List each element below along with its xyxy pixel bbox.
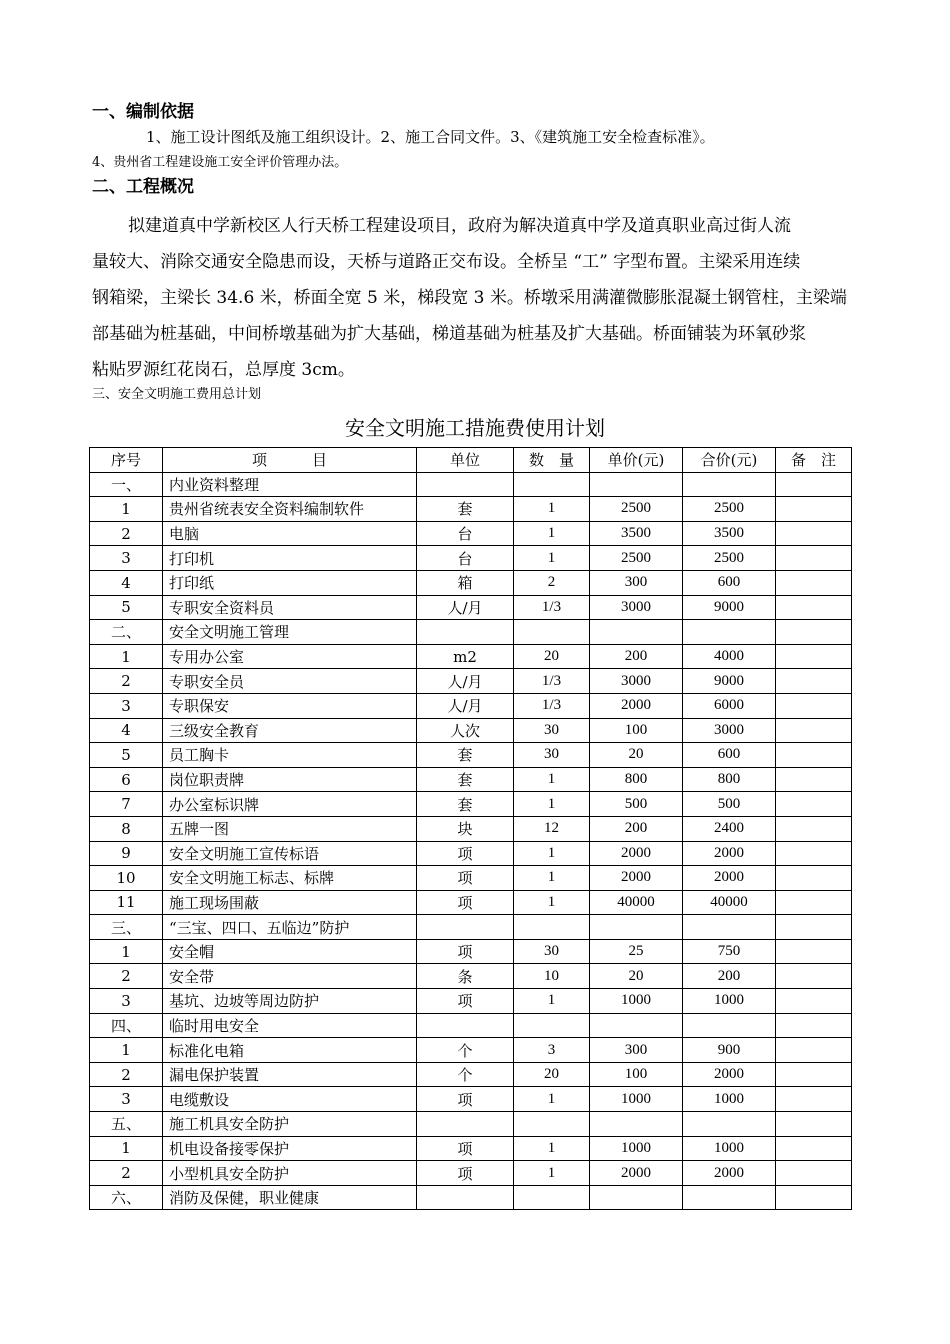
cell-note <box>776 1136 852 1161</box>
cell-unit: 项 <box>417 866 514 891</box>
basis-line-1: 1、施工设计图纸及施工组织设计。2、施工合同文件。3、《建筑施工安全检查标准》。 <box>146 128 715 146</box>
cell-no: 11 <box>90 890 163 915</box>
cell-unit: 项 <box>417 1087 514 1112</box>
cell-price: 40000 <box>590 890 683 915</box>
cell-no: 2 <box>90 521 163 546</box>
cell-note <box>776 693 852 718</box>
cell-unit: 套 <box>417 743 514 768</box>
cell-price: 1000 <box>590 989 683 1014</box>
cell-qty: 1 <box>514 521 590 546</box>
cell-price <box>590 915 683 940</box>
table-row <box>90 718 852 743</box>
section-heading-basis: 一、编制依据 <box>92 102 194 122</box>
cell-no: 3 <box>90 546 163 571</box>
cell-price: 100 <box>590 1062 683 1087</box>
cell-total: 2000 <box>683 866 776 891</box>
cell-item: 内业资料整理 <box>163 472 417 497</box>
cell-price <box>590 620 683 645</box>
cell-item: 打印机 <box>163 546 417 571</box>
cell-qty: 1 <box>514 792 590 817</box>
cell-total: 6000 <box>683 693 776 718</box>
cell-total: 500 <box>683 792 776 817</box>
cell-price: 3000 <box>590 595 683 620</box>
cell-note <box>776 718 852 743</box>
cell-unit: 人/月 <box>417 595 514 620</box>
cell-price: 2000 <box>590 841 683 866</box>
cell-unit: 人/月 <box>417 669 514 694</box>
header-unit: 单位 <box>417 448 514 473</box>
cell-no: 2 <box>90 1161 163 1186</box>
cell-no: 9 <box>90 841 163 866</box>
table-row <box>90 1136 852 1161</box>
cell-price: 1000 <box>590 1087 683 1112</box>
cell-item: 安全文明施工标志、标牌 <box>163 866 417 891</box>
cell-note <box>776 1185 852 1210</box>
overview-line-2: 量较大、消除交通安全隐患而设，天桥与道路正交布设。全桥呈 “工” 字型布置。主梁采用连续 <box>92 252 801 272</box>
table-title: 安全文明施工措施费使用计划 <box>345 416 605 440</box>
cell-total: 2000 <box>683 1062 776 1087</box>
cell-unit: 块 <box>417 816 514 841</box>
cell-no: 3 <box>90 693 163 718</box>
table-row <box>90 472 852 497</box>
overview-line-4: 部基础为桩基础，中间桥墩基础为扩大基础，梯道基础为桩基及扩大基础。桥面铺装为环氧砂浆 <box>92 324 806 344</box>
cell-item: 施工机具安全防护 <box>163 1112 417 1137</box>
cell-no: 4 <box>90 570 163 595</box>
cell-note <box>776 964 852 989</box>
cell-price: 3500 <box>590 521 683 546</box>
cell-qty: 1/3 <box>514 595 590 620</box>
cell-note <box>776 1112 852 1137</box>
cell-note <box>776 546 852 571</box>
cell-total: 2000 <box>683 841 776 866</box>
cell-no: 1 <box>90 1136 163 1161</box>
cell-unit: 项 <box>417 1161 514 1186</box>
cell-item: 安全带 <box>163 964 417 989</box>
cell-note <box>776 620 852 645</box>
cell-qty: 1 <box>514 497 590 522</box>
header-note: 备 注 <box>776 448 852 473</box>
cell-note <box>776 669 852 694</box>
cell-no: 2 <box>90 964 163 989</box>
cell-note <box>776 915 852 940</box>
cell-total: 800 <box>683 767 776 792</box>
cell-qty: 1 <box>514 546 590 571</box>
cell-unit: 项 <box>417 939 514 964</box>
cell-item: 临时用电安全 <box>163 1013 417 1038</box>
cell-unit: 项 <box>417 841 514 866</box>
cell-note <box>776 521 852 546</box>
cell-item: 贵州省统表安全资料编制软件 <box>163 497 417 522</box>
header-qty: 数 量 <box>514 448 590 473</box>
cell-unit <box>417 1185 514 1210</box>
cell-note <box>776 989 852 1014</box>
header-no: 序号 <box>90 448 163 473</box>
header-total: 合价(元) <box>683 448 776 473</box>
overview-line-5: 粘贴罗源红花岗石，总厚度 3cm。 <box>92 360 355 380</box>
cell-total: 2500 <box>683 497 776 522</box>
cell-no: 3 <box>90 1087 163 1112</box>
cost-plan-table <box>89 447 852 1210</box>
cell-unit: 人次 <box>417 718 514 743</box>
cell-price: 3000 <box>590 669 683 694</box>
cell-unit: 个 <box>417 1062 514 1087</box>
cell-qty: 30 <box>514 743 590 768</box>
cell-total: 2000 <box>683 1161 776 1186</box>
cell-total: 900 <box>683 1038 776 1063</box>
table-row <box>90 866 852 891</box>
cell-price: 20 <box>590 964 683 989</box>
table-row <box>90 890 852 915</box>
table-row <box>90 792 852 817</box>
cell-no: 三、 <box>90 915 163 940</box>
cell-total: 750 <box>683 939 776 964</box>
cell-qty: 12 <box>514 816 590 841</box>
cell-unit: 个 <box>417 1038 514 1063</box>
cell-item: 安全帽 <box>163 939 417 964</box>
cell-no: 2 <box>90 1062 163 1087</box>
cell-item: 标准化电箱 <box>163 1038 417 1063</box>
cell-qty: 20 <box>514 644 590 669</box>
cell-unit: m2 <box>417 644 514 669</box>
cell-no: 6 <box>90 767 163 792</box>
table-row <box>90 989 852 1014</box>
cell-total: 1000 <box>683 1087 776 1112</box>
cell-note <box>776 767 852 792</box>
table-row <box>90 521 852 546</box>
cell-qty <box>514 472 590 497</box>
table-row <box>90 1038 852 1063</box>
cell-qty: 1/3 <box>514 693 590 718</box>
cell-no: 六、 <box>90 1185 163 1210</box>
cell-note <box>776 890 852 915</box>
cell-unit: 套 <box>417 767 514 792</box>
cell-note <box>776 792 852 817</box>
cell-no: 1 <box>90 939 163 964</box>
cell-price: 200 <box>590 644 683 669</box>
cell-note <box>776 595 852 620</box>
basis-line-2: 4、贵州省工程建设施工安全评价管理办法。 <box>92 155 348 170</box>
cell-qty: 3 <box>514 1038 590 1063</box>
cell-note <box>776 939 852 964</box>
cell-qty: 30 <box>514 939 590 964</box>
cell-item: 五牌一图 <box>163 816 417 841</box>
cell-unit: 箱 <box>417 570 514 595</box>
table-row <box>90 767 852 792</box>
cell-note <box>776 743 852 768</box>
cell-note <box>776 816 852 841</box>
cell-price: 2000 <box>590 693 683 718</box>
cell-item: 基坑、边坡等周边防护 <box>163 989 417 1014</box>
cell-qty: 1 <box>514 1161 590 1186</box>
cell-unit <box>417 915 514 940</box>
cell-note <box>776 1087 852 1112</box>
cell-total: 9000 <box>683 595 776 620</box>
cell-note <box>776 1038 852 1063</box>
table-row <box>90 964 852 989</box>
cell-price: 2500 <box>590 497 683 522</box>
cell-unit: 台 <box>417 521 514 546</box>
cell-item: 专职安全员 <box>163 669 417 694</box>
overview-line-1: 拟建道真中学新校区人行天桥工程建设项目，政府为解决道真中学及道真职业高过街人流 <box>128 216 791 236</box>
cell-unit: 套 <box>417 497 514 522</box>
cell-price <box>590 472 683 497</box>
overview-line-3: 钢箱梁，主梁长 34.6 米，桥面全宽 5 米，梯段宽 3 米。桥墩采用满灌微膨胀混凝土钢管柱，主梁端 <box>92 288 847 308</box>
table-row <box>90 743 852 768</box>
cell-qty: 1 <box>514 989 590 1014</box>
cell-qty: 1/3 <box>514 669 590 694</box>
cell-item: 专用办公室 <box>163 644 417 669</box>
table-row <box>90 1161 852 1186</box>
table-row <box>90 620 852 645</box>
cell-no: 一、 <box>90 472 163 497</box>
cell-total <box>683 1013 776 1038</box>
table-row <box>90 497 852 522</box>
cell-no: 5 <box>90 595 163 620</box>
cell-total: 3500 <box>683 521 776 546</box>
cell-price: 800 <box>590 767 683 792</box>
cell-item: 小型机具安全防护 <box>163 1161 417 1186</box>
cell-unit: 项 <box>417 890 514 915</box>
cell-no: 3 <box>90 989 163 1014</box>
cell-total: 1000 <box>683 1136 776 1161</box>
cell-price: 2000 <box>590 1161 683 1186</box>
cell-total <box>683 1185 776 1210</box>
cell-unit <box>417 1013 514 1038</box>
cell-item: 电缆敷设 <box>163 1087 417 1112</box>
cell-item: 安全文明施工管理 <box>163 620 417 645</box>
cell-qty: 1 <box>514 767 590 792</box>
table-row <box>90 1112 852 1137</box>
cell-qty: 20 <box>514 1062 590 1087</box>
cell-item: 专职安全资料员 <box>163 595 417 620</box>
cell-unit <box>417 1112 514 1137</box>
table-row <box>90 669 852 694</box>
cell-qty: 1 <box>514 841 590 866</box>
cell-no: 7 <box>90 792 163 817</box>
cell-item: “三宝、四口、五临边”防护 <box>163 915 417 940</box>
cell-total: 2500 <box>683 546 776 571</box>
cell-price <box>590 1013 683 1038</box>
cell-total: 40000 <box>683 890 776 915</box>
cell-item: 打印纸 <box>163 570 417 595</box>
cell-no: 4 <box>90 718 163 743</box>
cell-item: 电脑 <box>163 521 417 546</box>
cell-price: 2000 <box>590 866 683 891</box>
header-price: 单价(元) <box>590 448 683 473</box>
cell-note <box>776 570 852 595</box>
cell-item: 办公室标识牌 <box>163 792 417 817</box>
cell-price: 300 <box>590 570 683 595</box>
table-row <box>90 841 852 866</box>
cell-item: 岗位职责牌 <box>163 767 417 792</box>
header-item: 项 目 <box>163 448 417 473</box>
cell-total <box>683 915 776 940</box>
table-row <box>90 693 852 718</box>
cell-note <box>776 1161 852 1186</box>
cell-total: 4000 <box>683 644 776 669</box>
cell-note <box>776 1062 852 1087</box>
table-header-row <box>90 448 852 473</box>
cell-price: 25 <box>590 939 683 964</box>
cell-item: 漏电保护装置 <box>163 1062 417 1087</box>
section-heading-plan: 三、安全文明施工费用总计划 <box>92 387 262 402</box>
cell-unit <box>417 620 514 645</box>
cell-qty <box>514 1013 590 1038</box>
section-heading-overview: 二、工程概况 <box>92 177 194 197</box>
cell-price: 500 <box>590 792 683 817</box>
table-row <box>90 644 852 669</box>
cell-total: 3000 <box>683 718 776 743</box>
cell-note <box>776 866 852 891</box>
cell-item: 安全文明施工宣传标语 <box>163 841 417 866</box>
cell-qty: 10 <box>514 964 590 989</box>
cell-item: 专职保安 <box>163 693 417 718</box>
cell-note <box>776 644 852 669</box>
cell-qty: 1 <box>514 890 590 915</box>
cell-total: 1000 <box>683 989 776 1014</box>
cell-qty <box>514 620 590 645</box>
cell-qty <box>514 1185 590 1210</box>
cell-item: 员工胸卡 <box>163 743 417 768</box>
cell-item: 三级安全教育 <box>163 718 417 743</box>
cell-no: 二、 <box>90 620 163 645</box>
cell-total: 600 <box>683 570 776 595</box>
cell-note <box>776 472 852 497</box>
cell-price: 1000 <box>590 1136 683 1161</box>
cell-unit: 项 <box>417 989 514 1014</box>
cell-no: 5 <box>90 743 163 768</box>
cell-total <box>683 620 776 645</box>
cell-price: 200 <box>590 816 683 841</box>
cell-total: 2400 <box>683 816 776 841</box>
cell-no: 五、 <box>90 1112 163 1137</box>
cell-qty <box>514 915 590 940</box>
cell-qty: 30 <box>514 718 590 743</box>
cell-unit: 人/月 <box>417 693 514 718</box>
cell-unit: 项 <box>417 1136 514 1161</box>
cell-no: 2 <box>90 669 163 694</box>
cell-price: 2500 <box>590 546 683 571</box>
cell-price <box>590 1185 683 1210</box>
cell-qty <box>514 1112 590 1137</box>
cell-qty: 2 <box>514 570 590 595</box>
table-row <box>90 816 852 841</box>
cell-total <box>683 1112 776 1137</box>
cell-total: 200 <box>683 964 776 989</box>
table-row <box>90 1013 852 1038</box>
cell-price: 100 <box>590 718 683 743</box>
cell-no: 1 <box>90 497 163 522</box>
table-row <box>90 1062 852 1087</box>
cell-qty: 1 <box>514 1087 590 1112</box>
table-row <box>90 1185 852 1210</box>
cell-no: 10 <box>90 866 163 891</box>
cell-item: 机电设备接零保护 <box>163 1136 417 1161</box>
cell-unit: 台 <box>417 546 514 571</box>
table-row <box>90 939 852 964</box>
cell-price: 300 <box>590 1038 683 1063</box>
cell-total <box>683 472 776 497</box>
cell-no: 1 <box>90 1038 163 1063</box>
cell-qty: 1 <box>514 866 590 891</box>
cell-total: 9000 <box>683 669 776 694</box>
cell-no: 1 <box>90 644 163 669</box>
cell-unit: 条 <box>417 964 514 989</box>
cell-no: 8 <box>90 816 163 841</box>
cell-no: 四、 <box>90 1013 163 1038</box>
cell-item: 消防及保健，职业健康 <box>163 1185 417 1210</box>
table-row <box>90 546 852 571</box>
cell-note <box>776 497 852 522</box>
cell-total: 600 <box>683 743 776 768</box>
cell-note <box>776 841 852 866</box>
table-row <box>90 570 852 595</box>
cell-qty: 1 <box>514 1136 590 1161</box>
cell-note <box>776 1013 852 1038</box>
cell-price: 20 <box>590 743 683 768</box>
table-row <box>90 915 852 940</box>
table-row <box>90 595 852 620</box>
table-row <box>90 1087 852 1112</box>
cell-item: 施工现场围蔽 <box>163 890 417 915</box>
cell-unit <box>417 472 514 497</box>
cell-unit: 套 <box>417 792 514 817</box>
cell-price <box>590 1112 683 1137</box>
